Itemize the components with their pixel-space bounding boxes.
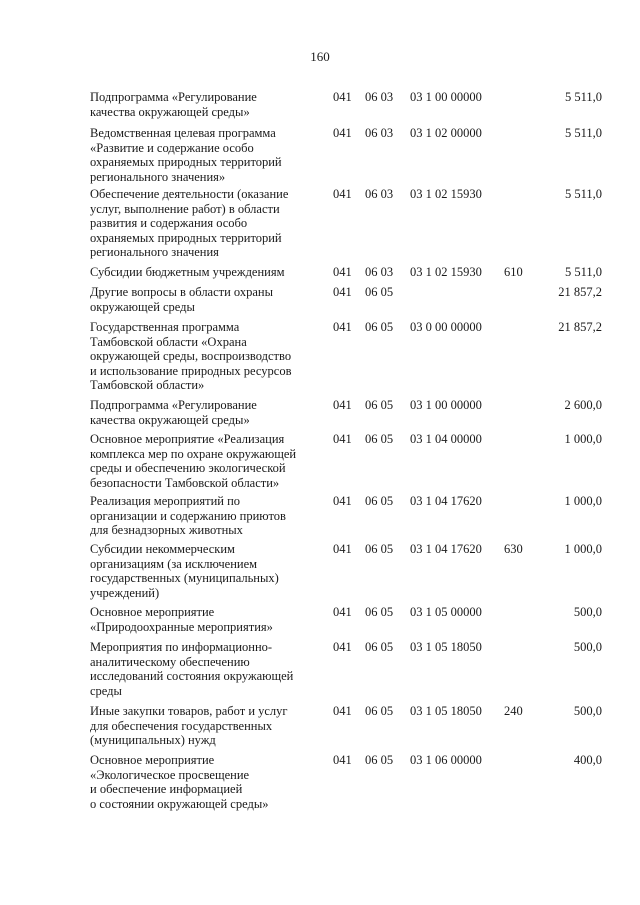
amount: 1 000,0 — [564, 432, 602, 446]
section-code: 06 05 — [365, 320, 394, 334]
amount: 21 857,2 — [558, 285, 602, 299]
section-code: 06 05 — [365, 640, 394, 654]
expense-type-code: 630 — [504, 542, 523, 556]
section-code: 06 05 — [365, 704, 394, 718]
ministry-code: 041 — [333, 90, 352, 104]
amount: 500,0 — [573, 704, 602, 718]
target-article-code: 03 1 04 00000 — [410, 432, 482, 446]
section-code: 06 03 — [365, 126, 394, 140]
row-name: Мероприятия по информационно- аналитическому обеспечению исследований состояния окружающей среды — [90, 640, 294, 698]
ministry-code: 041 — [333, 126, 352, 140]
row-name: Обеспечение деятельности (оказание услуг, выполнение работ) в области развития и содержания особо охраняемых природных территорий регионального значения — [90, 187, 289, 259]
row-name: Субсидии бюджетным учреждениям — [90, 265, 285, 279]
ministry-code: 041 — [333, 432, 352, 446]
amount: 5 511,0 — [564, 90, 602, 104]
amount: 2 600,0 — [564, 398, 602, 412]
section-code: 06 05 — [365, 494, 394, 508]
section-code: 06 05 — [365, 753, 394, 767]
page-number: 160 — [310, 49, 330, 64]
ministry-code: 041 — [333, 494, 352, 508]
amount: 500,0 — [573, 640, 602, 654]
amount: 1 000,0 — [564, 542, 602, 556]
target-article-code: 03 1 05 00000 — [410, 605, 482, 619]
ministry-code: 041 — [333, 704, 352, 718]
target-article-code: 03 0 00 00000 — [410, 320, 482, 334]
target-article-code: 03 1 05 18050 — [410, 640, 482, 654]
target-article-code: 03 1 02 00000 — [410, 126, 482, 140]
row-name: Субсидии некоммерческим организациям (за исключением государственных (муниципальных) учреждений) — [90, 542, 279, 600]
row-name: Основное мероприятие «Реализация комплекса мер по охране окружающей среды и обеспечению экологической безопасности Тамбовской области» — [90, 432, 297, 490]
section-code: 06 05 — [365, 398, 394, 412]
amount: 5 511,0 — [564, 265, 602, 279]
expense-type-code: 240 — [504, 704, 523, 718]
row-name: Основное мероприятие «Экологическое просвещение и обеспечение информацией о состоянии окружающей среды» — [90, 753, 269, 811]
ministry-code: 041 — [333, 265, 352, 279]
section-code: 06 05 — [365, 285, 394, 299]
row-name: Иные закупки товаров, работ и услуг для обеспечения государственных (муниципальных) нужд — [90, 704, 288, 747]
ministry-code: 041 — [333, 285, 352, 299]
section-code: 06 03 — [365, 265, 394, 279]
target-article-code: 03 1 02 15930 — [410, 265, 482, 279]
amount: 500,0 — [573, 605, 602, 619]
target-article-code: 03 1 00 00000 — [410, 398, 482, 412]
amount: 21 857,2 — [558, 320, 602, 334]
section-code: 06 05 — [365, 605, 394, 619]
section-code: 06 05 — [365, 542, 394, 556]
target-article-code: 03 1 04 17620 — [410, 542, 482, 556]
ministry-code: 041 — [333, 640, 352, 654]
row-name: Ведомственная целевая программа «Развитие и содержание особо охраняемых природных территорий регионального значения» — [90, 126, 282, 184]
expense-type-code: 610 — [504, 265, 523, 279]
ministry-code: 041 — [333, 187, 352, 201]
row-name: Реализация мероприятий по организации и содержанию приютов для безнадзорных животных — [90, 494, 286, 537]
row-name: Другие вопросы в области охраны окружающей среды — [90, 285, 274, 314]
section-code: 06 03 — [365, 187, 394, 201]
ministry-code: 041 — [333, 320, 352, 334]
amount: 400,0 — [573, 753, 602, 767]
section-code: 06 03 — [365, 90, 394, 104]
row-name: Подпрограмма «Регулирование качества окружающей среды» — [90, 90, 257, 119]
ministry-code: 041 — [333, 542, 352, 556]
amount: 1 000,0 — [564, 494, 602, 508]
ministry-code: 041 — [333, 398, 352, 412]
amount: 5 511,0 — [564, 126, 602, 140]
target-article-code: 03 1 00 00000 — [410, 90, 482, 104]
ministry-code: 041 — [333, 753, 352, 767]
row-name: Подпрограмма «Регулирование качества окружающей среды» — [90, 398, 257, 427]
target-article-code: 03 1 02 15930 — [410, 187, 482, 201]
section-code: 06 05 — [365, 432, 394, 446]
ministry-code: 041 — [333, 605, 352, 619]
target-article-code: 03 1 04 17620 — [410, 494, 482, 508]
target-article-code: 03 1 06 00000 — [410, 753, 482, 767]
target-article-code: 03 1 05 18050 — [410, 704, 482, 718]
row-name: Государственная программа Тамбовской области «Охрана окружающей среды, воспроизводство и использование природных ресурсов Тамбовской области» — [90, 320, 292, 392]
row-name: Основное мероприятие «Природоохранные мероприятия» — [90, 605, 273, 634]
amount: 5 511,0 — [564, 187, 602, 201]
